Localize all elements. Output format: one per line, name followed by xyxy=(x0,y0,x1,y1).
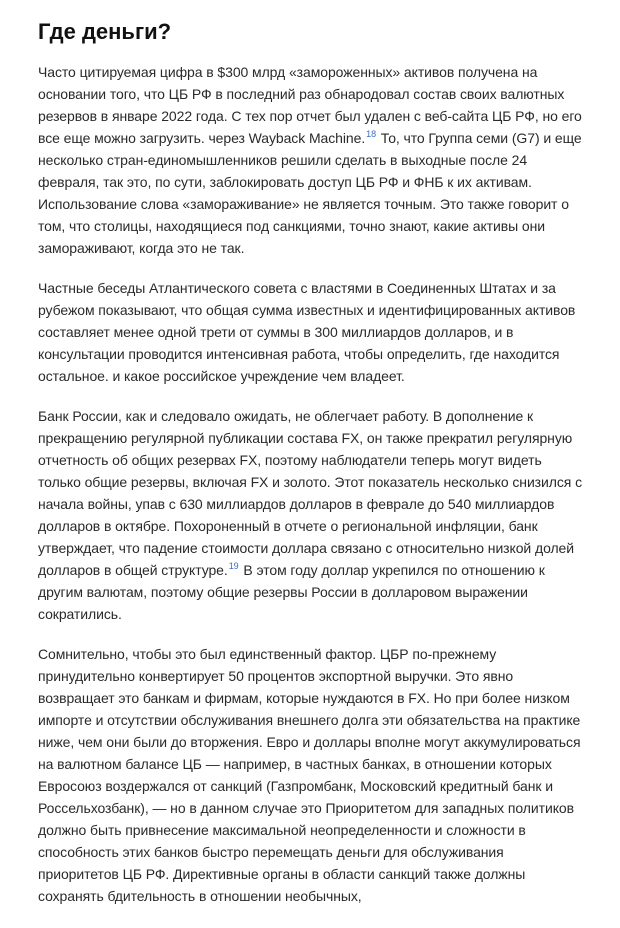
paragraph-1-text-a: Часто цитируемая цифра в $300 млрд «замороженных» активов получена на основании того, что ЦБ РФ в последний раз обнародовал состав своих валютных резервов в январе 2022 года. С тех пор отчет был удален с веб-сайта ЦБ РФ, но его все еще можно загрузить. через xyxy=(38,64,582,146)
wayback-machine-link[interactable]: Wayback Machine. xyxy=(248,130,366,146)
paragraph-2: Частные беседы Атлантического совета с властями в Соединенных Штатах и за рубежом показывают, что общая сумма известных и идентифицированных активов составляет менее одной трети от суммы в 300 миллиардов долларов, и в консультации проводится интенсивная работа, чтобы определить, где находится остальное. и какое российское учреждение чем владеет. xyxy=(38,280,576,384)
paragraph-1-text-b: То, что Группа семи (G7) и еще несколько стран-единомышленников решили сделать в выходные после 24 февраля, так это, по сути, заблокировать доступ ЦБ РФ и ФНБ к их активам. Использование слова «замораживание» не является точным. Это также говорит о том, что столицы, находящиеся под санкциями, точно знают, какие активы они замораживают, когда это не так. xyxy=(38,130,582,256)
paragraph-3-text-a: Банк России, как и следовало ожидать, не облегчает работу. В дополнение к прекращению регулярной публикации состава FX, он также прекратил регулярную отчетность об общих резервах FX, поэтому наблюдатели теперь могут видеть только общие резервы, включая FX и золото. Этот показатель несколько снизился с начала войны, упав с 630 миллиардов долларов в феврале до 540 миллиардов долларов в октябре. Похороненный в отчете о региональной инфляции, банк утверждает, что падение стоимости доллара связано с относительно низкой долей долларов в общей структуре. xyxy=(38,408,583,578)
paragraph-4: Сомнительно, чтобы это был единственный фактор. ЦБР по-прежнему принудительно конвертирует 50 процентов экспортной выручки. Это явно возвращает это банкам и фирмам, которые нуждаются в FX. Но при более низком импорте и отсутствии обслуживания внешнего долга эти обязательства на практике ниже, чем они были до вторжения. Евро и доллары вполне могут аккумулироваться на валютном балансе ЦБ — например, в частных банках, в отношении которых Евросоюз воздержался от санкций (Газпромбанк, Московский кредитный банк и Россельхозбанк), — но в данном случае это Приоритетом для западных политиков должно быть привнесение максимальной неопределенности и сложности в способность этих банков быстро перемещать деньги для обслуживания приоритетов ЦБ РФ. Директивные органы в области санкций также должны сохранять бдительность в отношении необычных, xyxy=(38,646,581,904)
paragraph-3 xyxy=(38,405,582,625)
paragraph-1 xyxy=(38,61,582,259)
footnote-18-link[interactable]: 18 xyxy=(366,129,376,139)
paragraph-3-text-b: В этом году доллар укрепился по отношению к другим валютам, поэтому общие резервы России в долларовом выражении сократились. xyxy=(38,562,545,622)
footnote-19-link[interactable]: 19 xyxy=(228,561,239,571)
page-title: Где деньги? xyxy=(38,19,172,44)
